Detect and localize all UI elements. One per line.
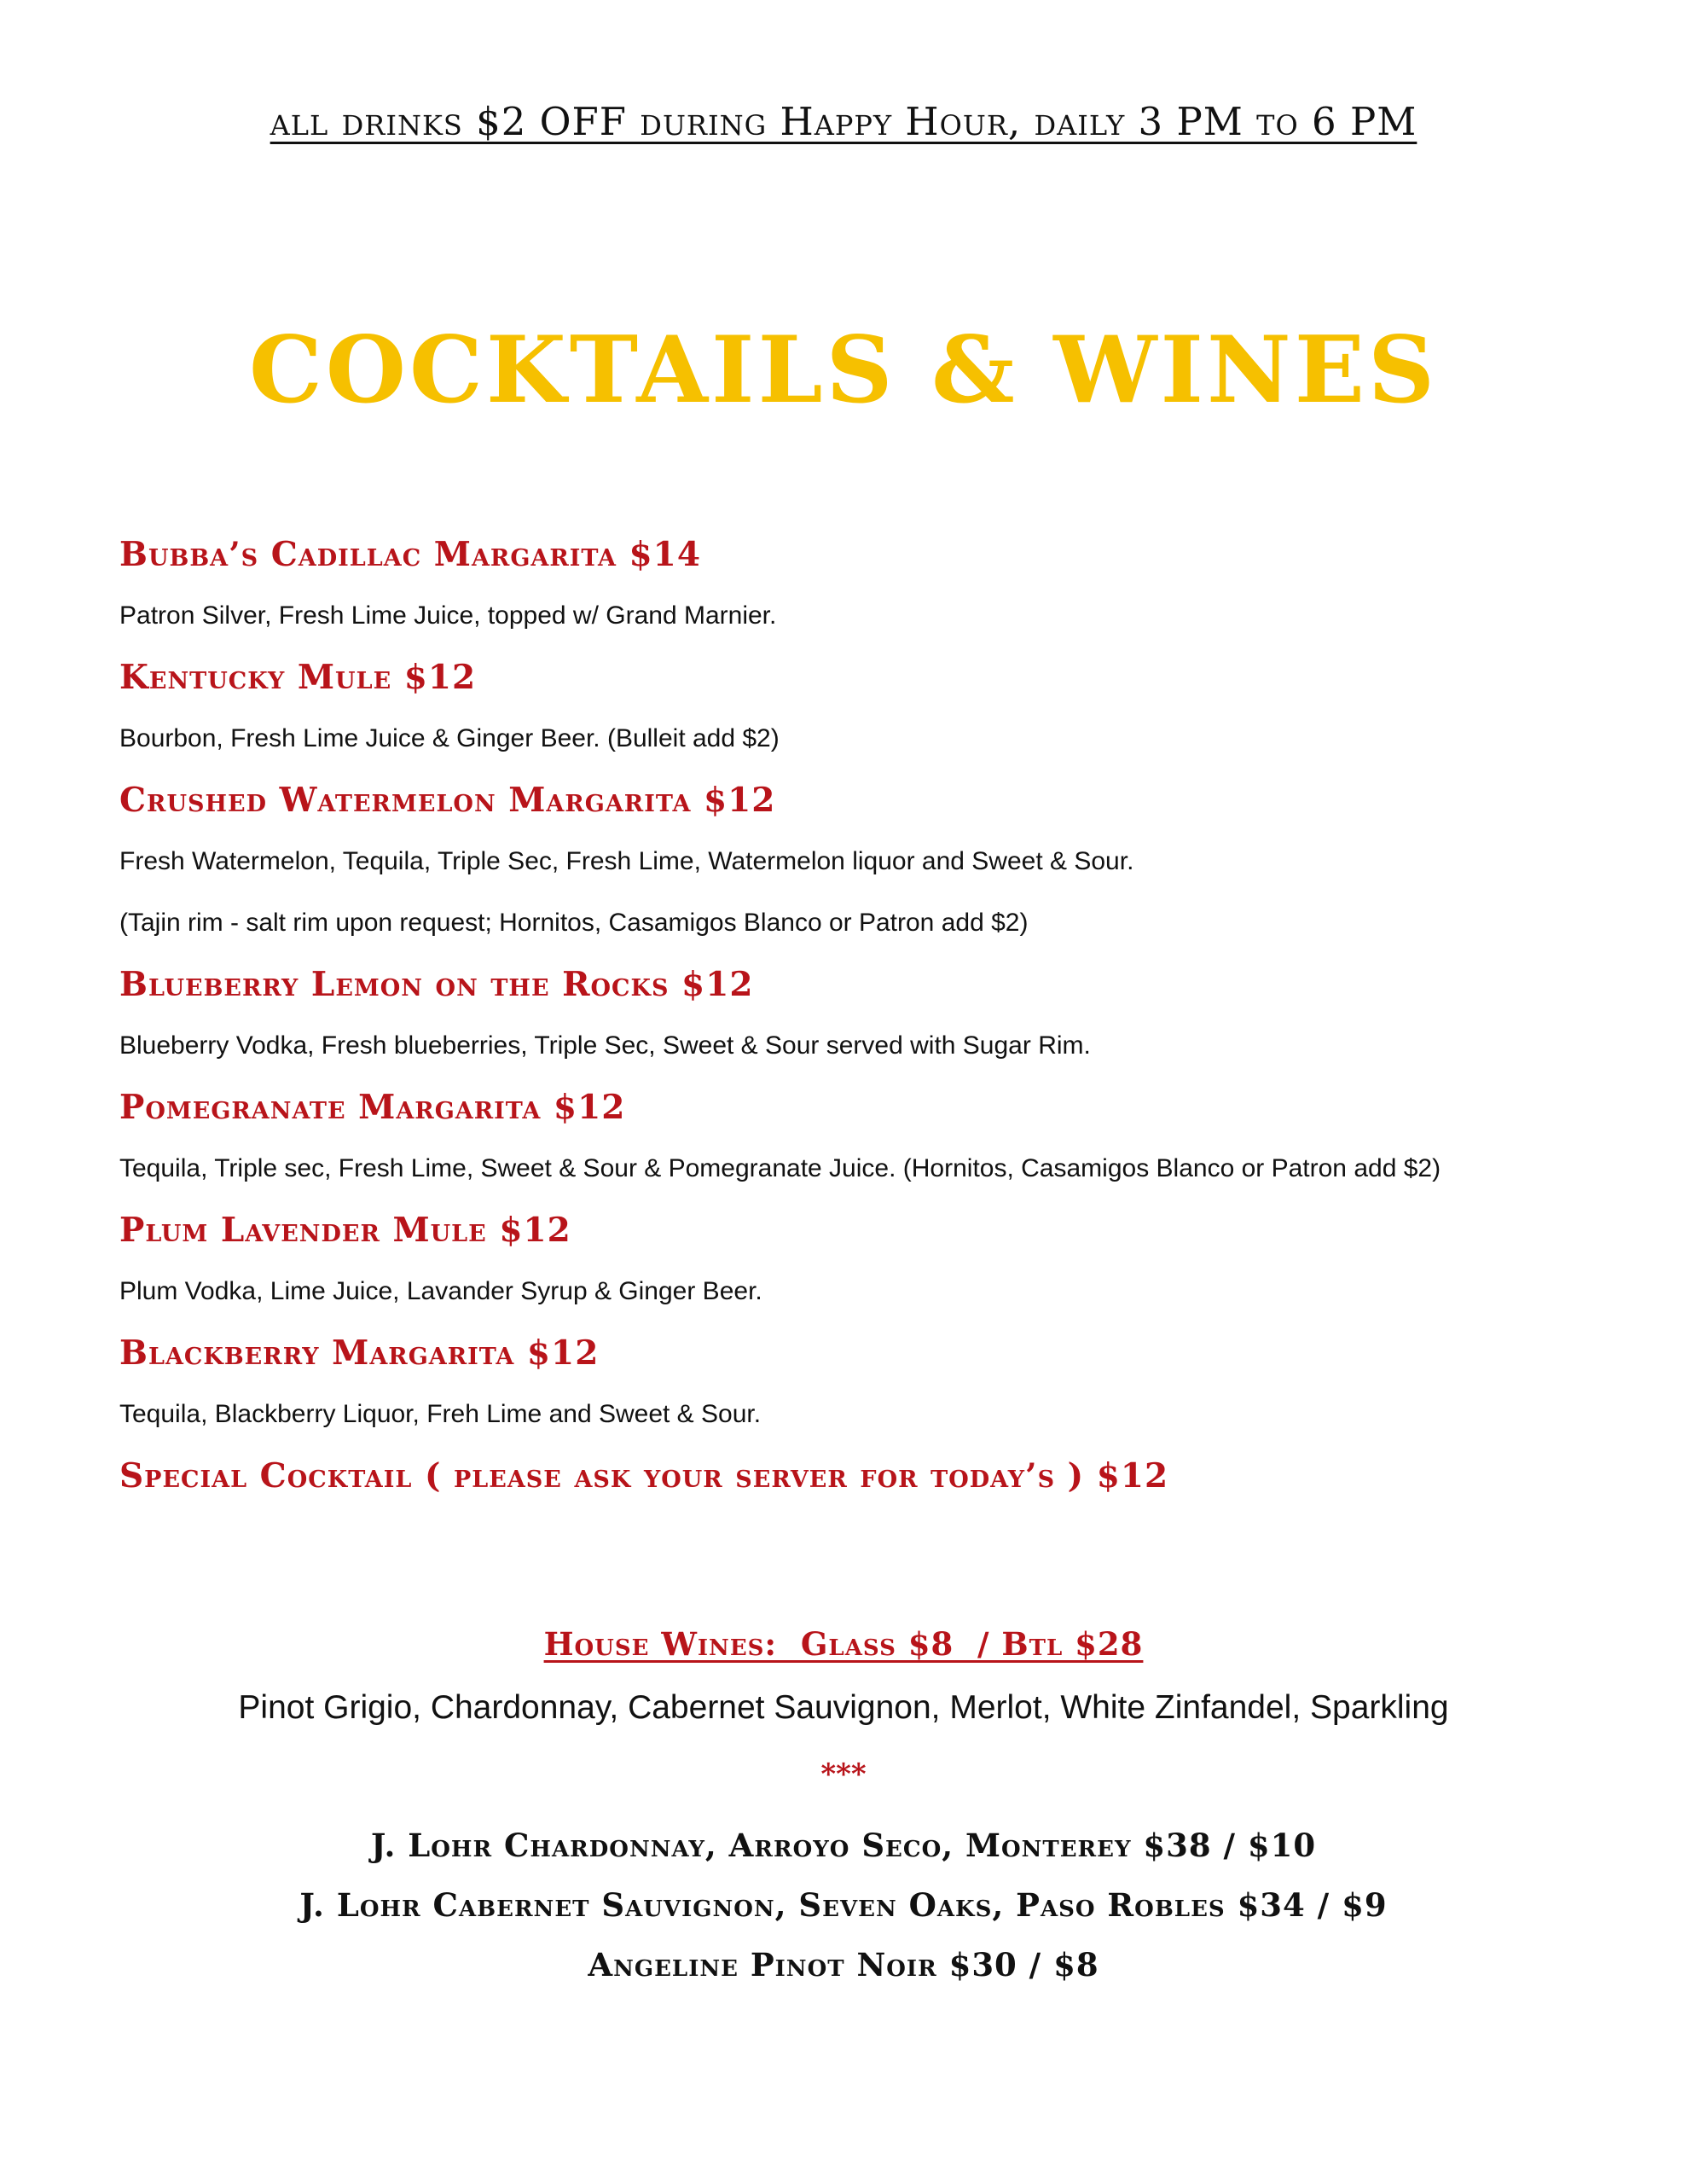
cocktail-note: (Tajin rim - salt rim upon request; Hornitos, Casamigos Blanco or Patron add $2)	[119, 909, 1029, 937]
cocktail-description: Fresh Watermelon, Tequila, Triple Sec, Fresh Lime, Watermelon liquor and Sweet & Sour.	[119, 847, 1134, 875]
featured-wine-list	[0, 1824, 1687, 2003]
cocktail-name: Blueberry Lemon on the Rocks $12	[119, 965, 754, 1004]
section-separator: ***	[820, 1757, 867, 1792]
happy-hour-text: all drinks $2 OFF during Happy Hour, daily 3 PM to 6 PM	[270, 99, 1417, 144]
cocktail-name: Kentucky Mule $12	[119, 658, 477, 697]
cocktail-item	[119, 779, 1586, 963]
featured-wine: J. Lohr Cabernet Sauvignon, Seven Oaks, Paso Robles $34 / $9	[299, 1886, 1388, 1924]
cocktail-item	[119, 963, 1586, 1086]
cocktail-name: Special Cocktail ( please ask your server for today’s ) $12	[119, 1456, 1169, 1496]
cocktail-item	[119, 533, 1586, 656]
cocktail-description: Plum Vodka, Lime Juice, Lavander Syrup & Ginger Beer.	[119, 1277, 762, 1305]
happy-hour-banner	[0, 99, 1687, 144]
cocktail-name: Pomegranate Margarita $12	[119, 1088, 626, 1127]
cocktail-description: Patron Silver, Fresh Lime Juice, topped w/ Grand Marnier.	[119, 601, 777, 630]
cocktail-item	[119, 656, 1586, 779]
cocktail-description: Bourbon, Fresh Lime Juice & Ginger Beer. (Bulleit add $2)	[119, 724, 780, 752]
cocktail-description: Blueberry Vodka, Fresh blueberries, Triple Sec, Sweet & Sour served with Sugar Rim.	[119, 1031, 1091, 1060]
cocktail-name: Bubba’s Cadillac Margarita $14	[119, 535, 701, 574]
house-wines-heading: House Wines: Glass $8 / Btl $28	[543, 1625, 1144, 1663]
cocktail-item	[119, 1455, 1586, 1516]
cocktail-description: Tequila, Blackberry Liquor, Freh Lime and Sweet & Sour.	[119, 1400, 762, 1428]
cocktail-item	[119, 1332, 1586, 1455]
cocktail-description: Tequila, Triple sec, Fresh Lime, Sweet & Sour & Pomegranate Juice. (Hornitos, Casamigos Blanco or Patron add $2)	[119, 1154, 1441, 1182]
featured-wine: J. Lohr Chardonnay, Arroyo Seco, Monterey $38 / $10	[370, 1827, 1317, 1864]
cocktail-item	[119, 1086, 1586, 1209]
cocktail-name: Plum Lavender Mule $12	[119, 1211, 571, 1250]
house-wines-list: Pinot Grigio, Chardonnay, Cabernet Sauvignon, Merlot, White Zinfandel, Sparkling	[238, 1689, 1449, 1726]
cocktail-name: Crushed Watermelon Margarita $12	[119, 781, 776, 820]
cocktail-name: Blackberry Margarita $12	[119, 1333, 600, 1373]
cocktail-item	[119, 1209, 1586, 1332]
page-title: COCKTAILS & WINES	[248, 317, 1439, 424]
cocktail-list	[119, 533, 1586, 1516]
featured-wine: Angeline Pinot Noir $30 / $8	[588, 1946, 1099, 1984]
